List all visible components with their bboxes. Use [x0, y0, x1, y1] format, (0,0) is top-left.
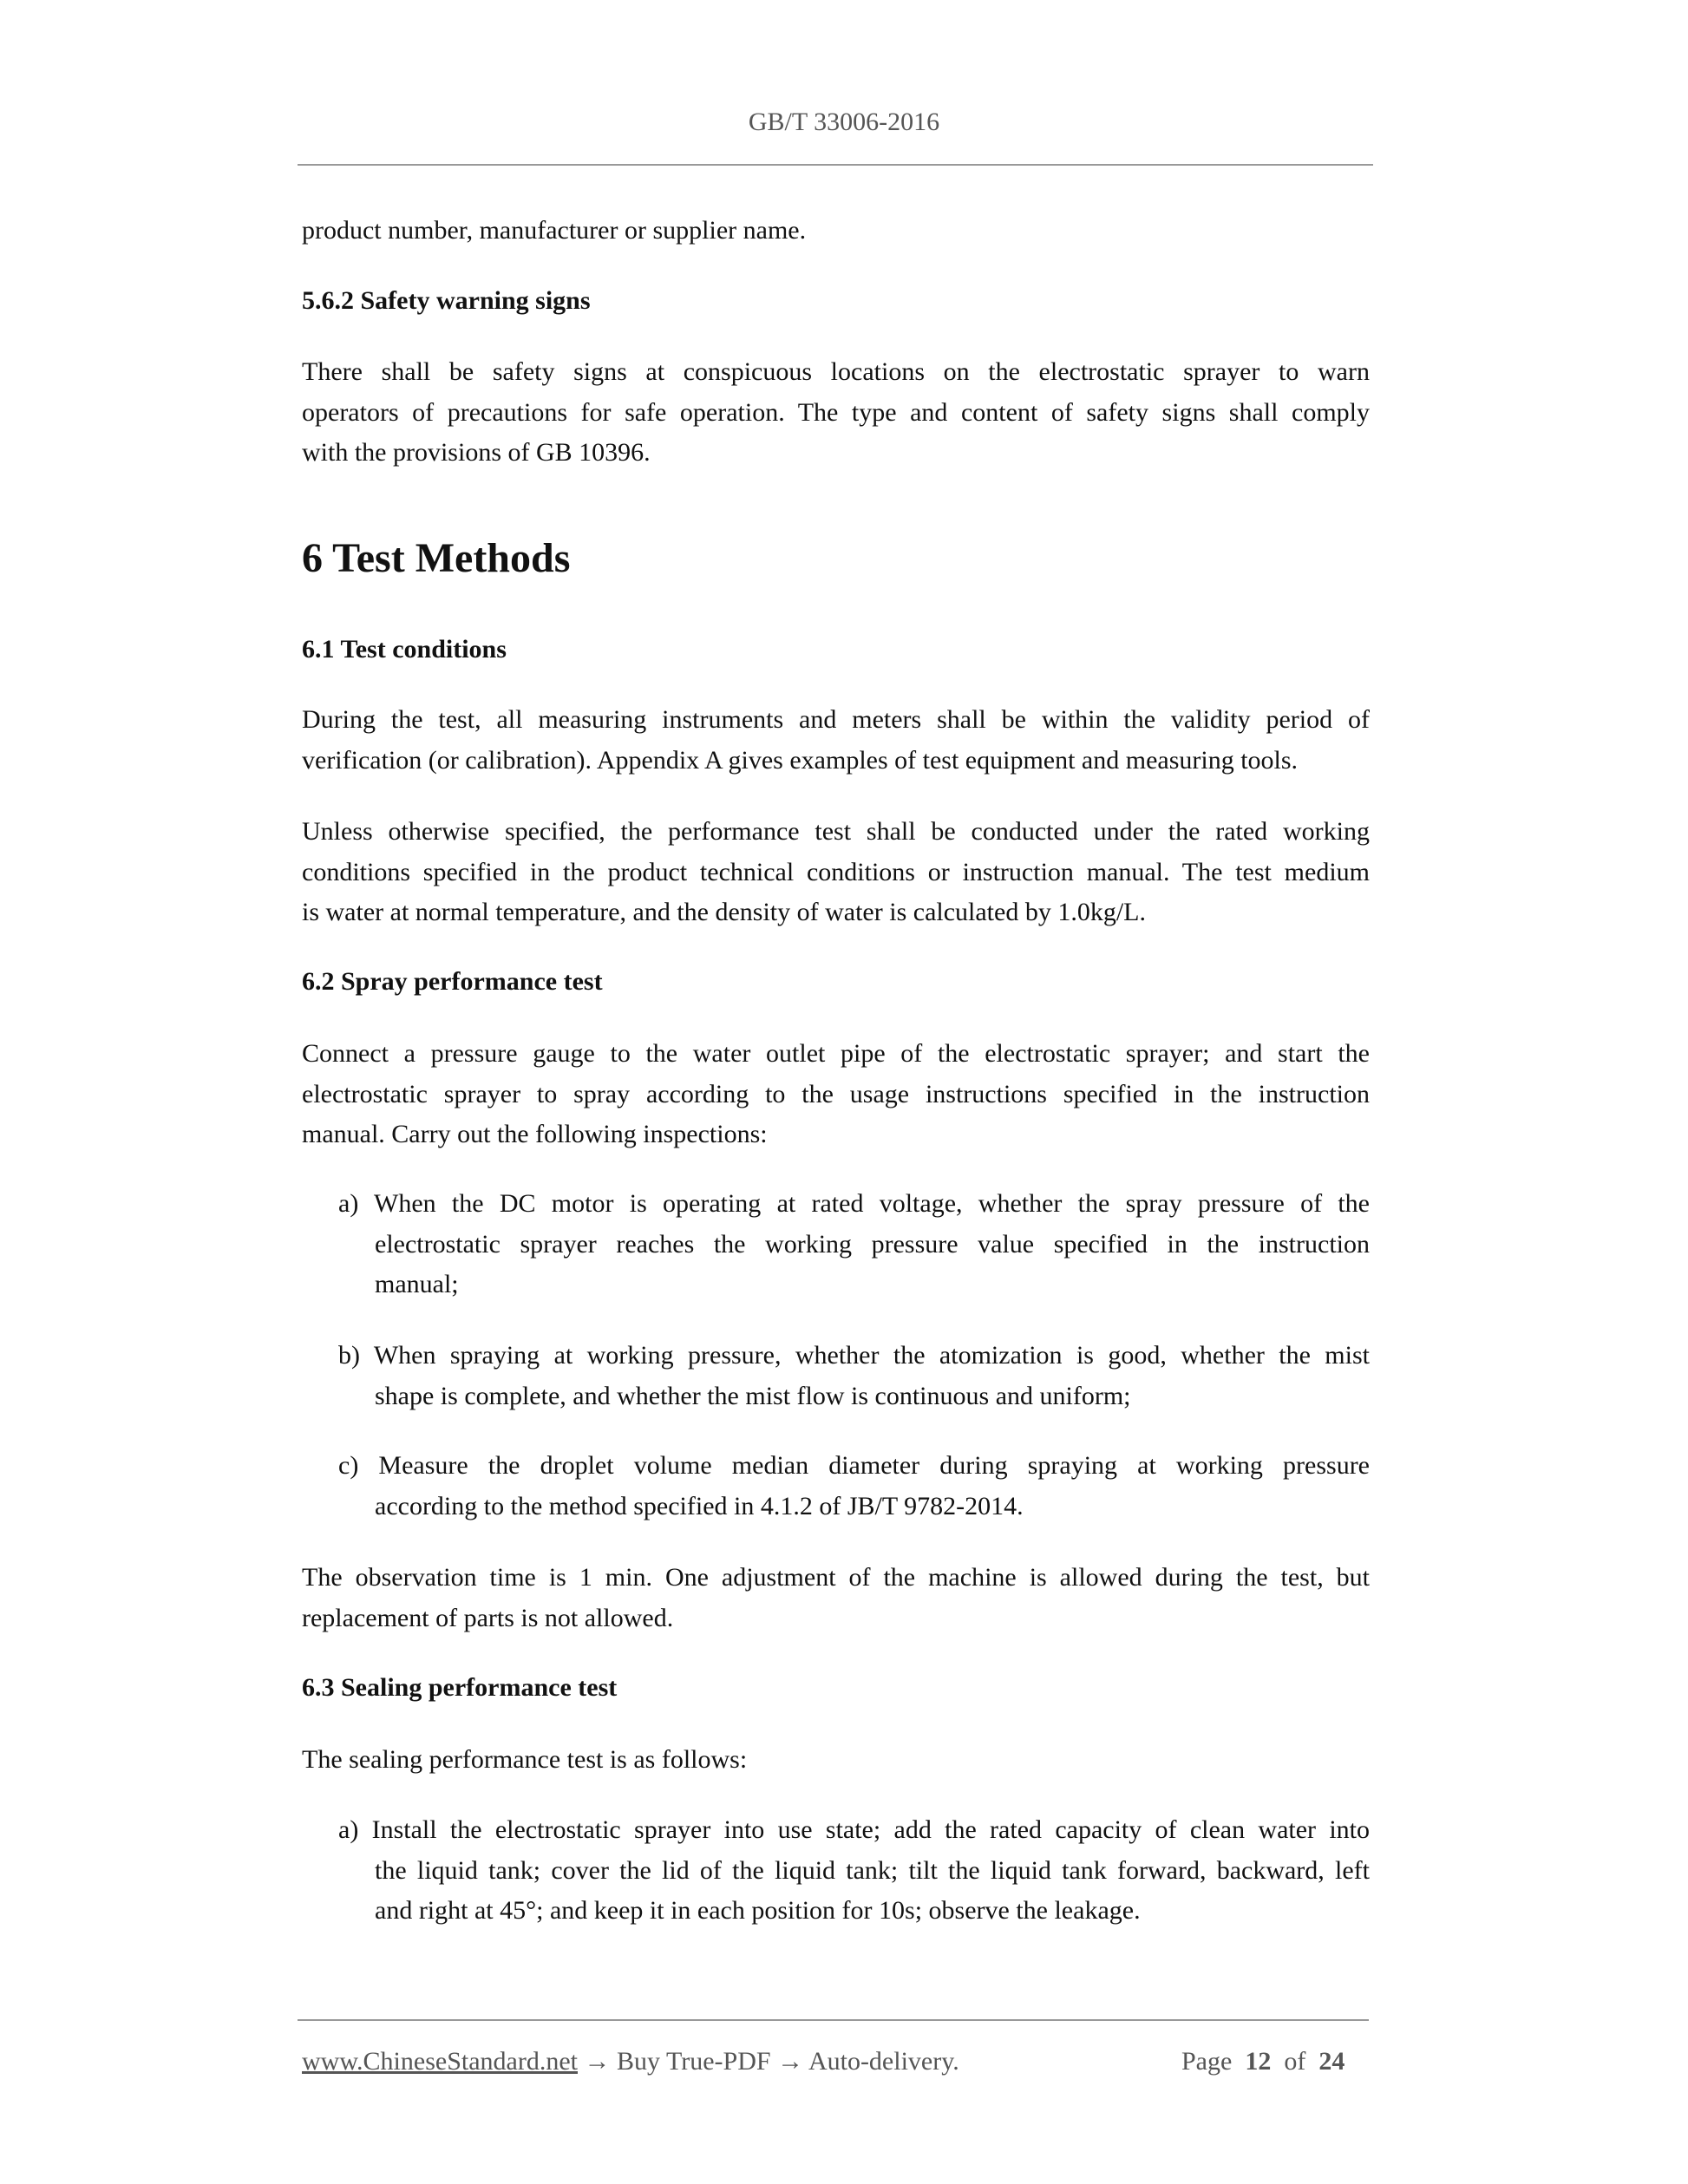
current-page: 12 — [1245, 2047, 1272, 2076]
footer-promo — [302, 2047, 959, 2076]
text-line: verification (or calibration). Appendix A gives examples of test equipment and measuring tools. — [302, 745, 1299, 775]
text-line: operators of precautions for safe operation. The type and content of safety signs shall comply — [302, 397, 1370, 427]
text-line: replacement of parts is not allowed. — [302, 1603, 674, 1632]
text-line: The sealing performance test is as follows: — [302, 1745, 748, 1774]
text-line: a) Install the electrostatic sprayer into use state; add the rated capacity of clean water into — [338, 1815, 1370, 1844]
paragraph — [302, 211, 1370, 252]
heading-6-3: 6.3 Sealing performance test — [302, 1673, 618, 1702]
text-line: Connect a pressure gauge to the water outlet pipe of the electrostatic sprayer; and start the — [302, 1039, 1370, 1068]
text-line: with the provisions of GB 10396. — [302, 438, 651, 467]
list-item — [338, 1810, 1370, 1932]
text-line: the liquid tank; cover the lid of the liquid tank; tilt the liquid tank forward, backward, left — [375, 1855, 1370, 1885]
text-line: manual. Carry out the following inspections: — [302, 1120, 768, 1148]
page-number — [1181, 2047, 1345, 2076]
footer-rule — [298, 2019, 1369, 2021]
list-item — [338, 1336, 1370, 1416]
text-line: electrostatic sprayer to spray according to the usage instructions specified in the instruction — [302, 1079, 1370, 1108]
text-line: a) When the DC motor is operating at rated voltage, whether the spray pressure of the — [338, 1189, 1370, 1218]
header-title: GB/T 33006-2016 — [748, 108, 940, 136]
text-line: electrostatic sprayer reaches the working pressure value specified in the instruction — [375, 1229, 1370, 1259]
buy-text: Buy True-PDF — [617, 2047, 771, 2076]
text-line: There shall be safety signs at conspicuous locations on the electrostatic sprayer to warn — [302, 357, 1370, 386]
text-line: and right at 45°; and keep it in each position for 10s; observe the leakage. — [375, 1896, 1141, 1925]
text-line: according to the method specified in 4.1.2 of JB/T 9782-2014. — [375, 1491, 1024, 1520]
paragraph — [302, 700, 1370, 781]
text-line: During the test, all measuring instruments and meters shall be within the validity period of — [302, 705, 1370, 734]
paragraph — [302, 1558, 1370, 1638]
paragraph — [302, 812, 1370, 933]
text-line: c) Measure the droplet volume median diameter during spraying at working pressure — [338, 1451, 1370, 1480]
text-line: product number, manufacturer or supplier name. — [302, 216, 807, 245]
text-line: Unless otherwise specified, the performance test shall be conducted under the rated working — [302, 817, 1370, 846]
delivery-text: Auto-delivery. — [808, 2047, 959, 2076]
text-line: conditions specified in the product technical conditions or instruction manual. The test medium — [302, 857, 1370, 886]
website-link[interactable]: www.ChineseStandard.net — [302, 2047, 578, 2076]
header-rule — [298, 164, 1373, 166]
total-pages: 24 — [1318, 2047, 1345, 2076]
text-line: is water at normal temperature, and the density of water is calculated by 1.0kg/L. — [302, 898, 1146, 926]
heading-5-6-2: 5.6.2 Safety warning signs — [302, 286, 591, 315]
text-line: The observation time is 1 min. One adjustment of the machine is allowed during the test, but — [302, 1563, 1370, 1592]
heading-6-2: 6.2 Spray performance test — [302, 967, 603, 996]
text-line: shape is complete, and whether the mist flow is continuous and uniform; — [375, 1381, 1131, 1410]
list-item — [338, 1184, 1370, 1305]
page-label: Page — [1181, 2047, 1233, 2076]
paragraph — [302, 352, 1370, 474]
text-line: b) When spraying at working pressure, whether the atomization is good, whether the mist — [338, 1341, 1370, 1370]
heading-6-1: 6.1 Test conditions — [302, 635, 507, 664]
list-item — [338, 1446, 1370, 1527]
arrow-right-icon: → — [777, 2047, 804, 2076]
paragraph — [302, 1034, 1370, 1155]
of-label: of — [1284, 2047, 1306, 2076]
heading-6: 6 Test Methods — [302, 535, 571, 581]
text-line: manual; — [375, 1270, 459, 1298]
paragraph — [302, 1740, 1370, 1781]
arrow-right-icon: → — [584, 2047, 611, 2076]
